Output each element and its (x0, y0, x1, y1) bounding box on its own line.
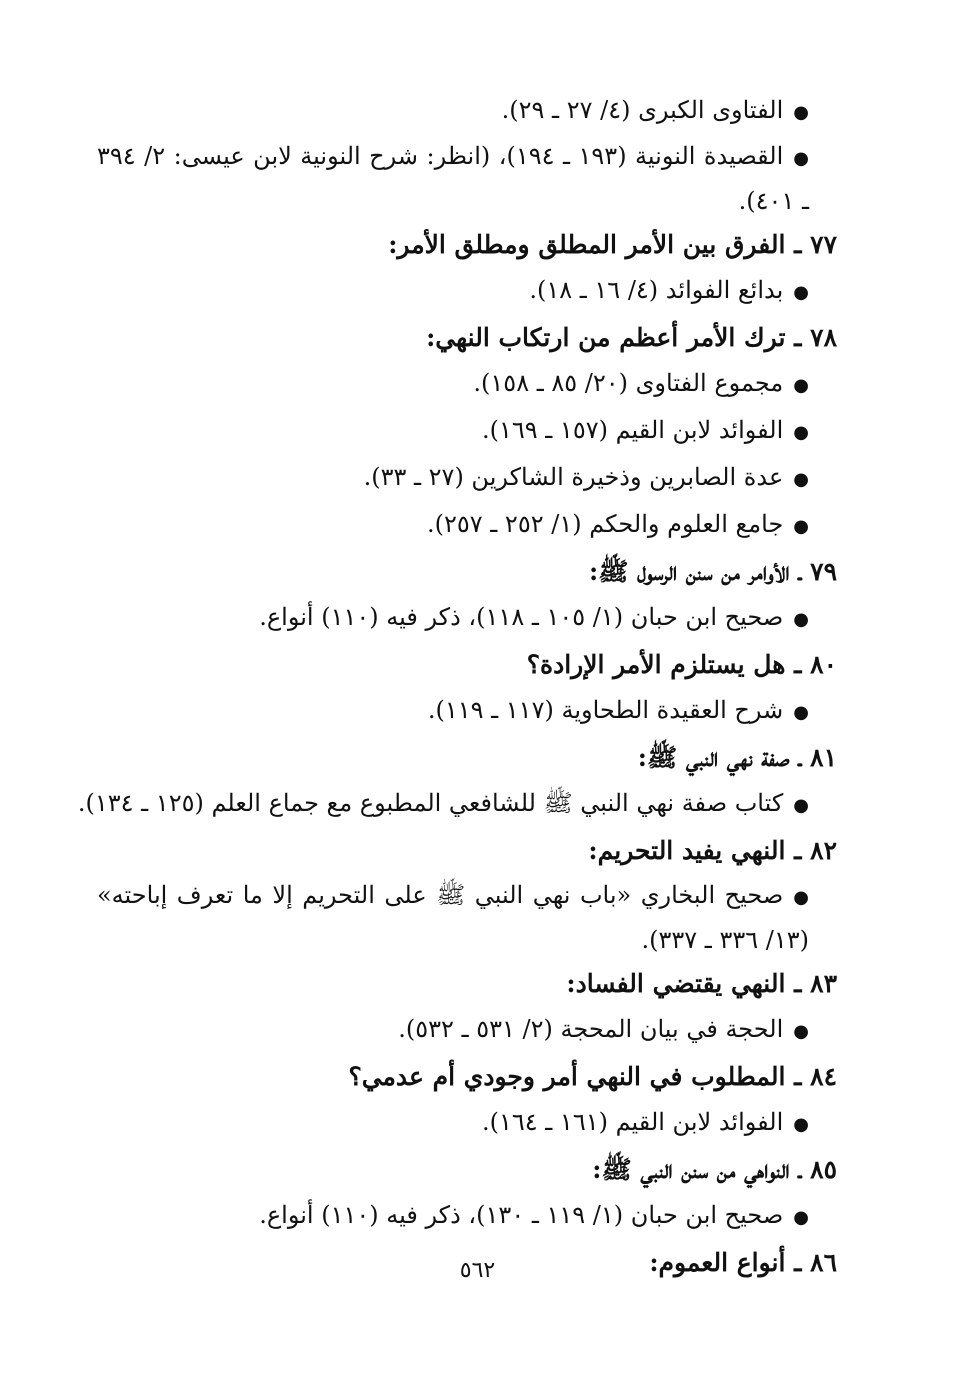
reference-text: الفوائد لابن القيم (١٥٧ ـ ١٦٩). (481, 416, 784, 444)
bullet-icon: ● (793, 469, 809, 490)
reference-item (97, 1193, 837, 1240)
page-number: ٥٦٢ (459, 1258, 496, 1283)
reference-item (97, 874, 837, 961)
section-heading (97, 961, 837, 1007)
reference-text: كتاب صفة نهي النبي ﷺ للشافعي المطبوع مع جماع العلم (١٢٥ ـ ١٣٤). (77, 789, 784, 817)
bullet-icon: ● (793, 148, 809, 169)
bullet-icon: ● (793, 609, 809, 630)
bullet-icon: ● (793, 102, 809, 123)
reference-item (97, 455, 837, 502)
reference-text: بدائع الفوائد (٤/ ١٦ ـ ١٨). (529, 276, 784, 304)
section-heading-text: ٧٩ ـ الأوامر من سنن الرسول ﷺ: (588, 557, 837, 586)
section-heading-text: ٨٤ ـ المطلوب في النهي أمر وجودي أم عدمي؟ (348, 1062, 837, 1091)
bullet-icon: ● (793, 887, 809, 908)
section-heading (97, 315, 837, 361)
reference-text: مجموع الفتاوى (٢٠/ ٨٥ ـ ١٥٨). (473, 369, 784, 397)
reference-text: القصيدة النونية (١٩٣ ـ ١٩٤)، (انظر: شرح النونية لابن عيسى: ٢/ ٣٩٤ ـ ٤٠١). (97, 142, 809, 215)
section-heading-text: ٨٥ ـ النواهي من سنن النبي ﷺ: (592, 1155, 837, 1184)
reference-text: صحيح ابن حبان (١/ ١٠٥ ـ ١١٨)، ذكر فيه (١١٠) أنواع. (259, 603, 784, 631)
section-heading (97, 549, 837, 595)
section-heading-text: ٨١ ـ صفة نهي النبي ﷺ: (637, 743, 837, 772)
reference-item (97, 88, 837, 135)
section-heading (97, 222, 837, 268)
reference-item (77, 781, 837, 828)
reference-item (97, 595, 837, 642)
bullet-icon: ● (793, 702, 809, 723)
reference-item (97, 135, 837, 222)
page-body (77, 88, 837, 1286)
reference-item (97, 408, 837, 455)
reference-item (97, 502, 837, 549)
bullet-icon: ● (793, 282, 809, 303)
bullet-icon: ● (793, 1021, 809, 1042)
section-heading-text: ٨٣ ـ النهي يقتضي الفساد: (566, 969, 837, 998)
reference-text: الحجة في بيان المحجة (٢/ ٥٣١ ـ ٥٣٢). (398, 1015, 784, 1043)
bullet-icon: ● (793, 1207, 809, 1228)
section-heading (97, 828, 837, 874)
reference-text: الفوائد لابن القيم (١٦١ ـ ١٦٤). (481, 1108, 784, 1136)
section-heading-text: ٧٨ ـ ترك الأمر أعظم من ارتكاب النهي: (426, 323, 837, 352)
bullet-icon: ● (793, 795, 809, 816)
bullet-icon: ● (793, 516, 809, 537)
section-heading (97, 1054, 837, 1100)
reference-text: شرح العقيدة الطحاوية (١١٧ ـ ١١٩). (427, 696, 784, 724)
bullet-icon: ● (793, 1114, 809, 1135)
reference-item (97, 688, 837, 735)
section-heading-text: ٨٠ ـ هل يستلزم الأمر الإرادة؟ (526, 650, 837, 679)
reference-item (97, 1100, 837, 1147)
section-heading-text: ٨٦ ـ أنواع العموم: (649, 1248, 837, 1277)
bullet-icon: ● (793, 422, 809, 443)
section-heading (97, 1147, 837, 1193)
reference-item (97, 361, 837, 408)
section-heading-text: ٨٢ ـ النهي يفيد التحريم: (588, 836, 837, 865)
section-heading (97, 735, 837, 781)
reference-text: الفتاوى الكبرى (٤/ ٢٧ ـ ٢٩). (501, 96, 784, 124)
reference-text: جامع العلوم والحكم (١/ ٢٥٢ ـ ٢٥٧). (426, 510, 784, 538)
reference-text: صحيح البخاري «باب نهي النبي ﷺ على التحريم إلا ما تعرف إباحته» (١٣/ ٣٣٦ ـ ٣٣٧). (97, 881, 809, 954)
bullet-icon: ● (793, 375, 809, 396)
reference-item (97, 1007, 837, 1054)
reference-item (97, 268, 837, 315)
section-heading (97, 642, 837, 688)
section-heading-text: ٧٧ ـ الفرق بين الأمر المطلق ومطلق الأمر: (388, 230, 837, 259)
reference-text: عدة الصابرين وذخيرة الشاكرين (٢٧ ـ ٣٣). (363, 463, 784, 491)
reference-text: صحيح ابن حبان (١/ ١١٩ ـ ١٣٠)، ذكر فيه (١١٠) أنواع. (259, 1201, 784, 1229)
